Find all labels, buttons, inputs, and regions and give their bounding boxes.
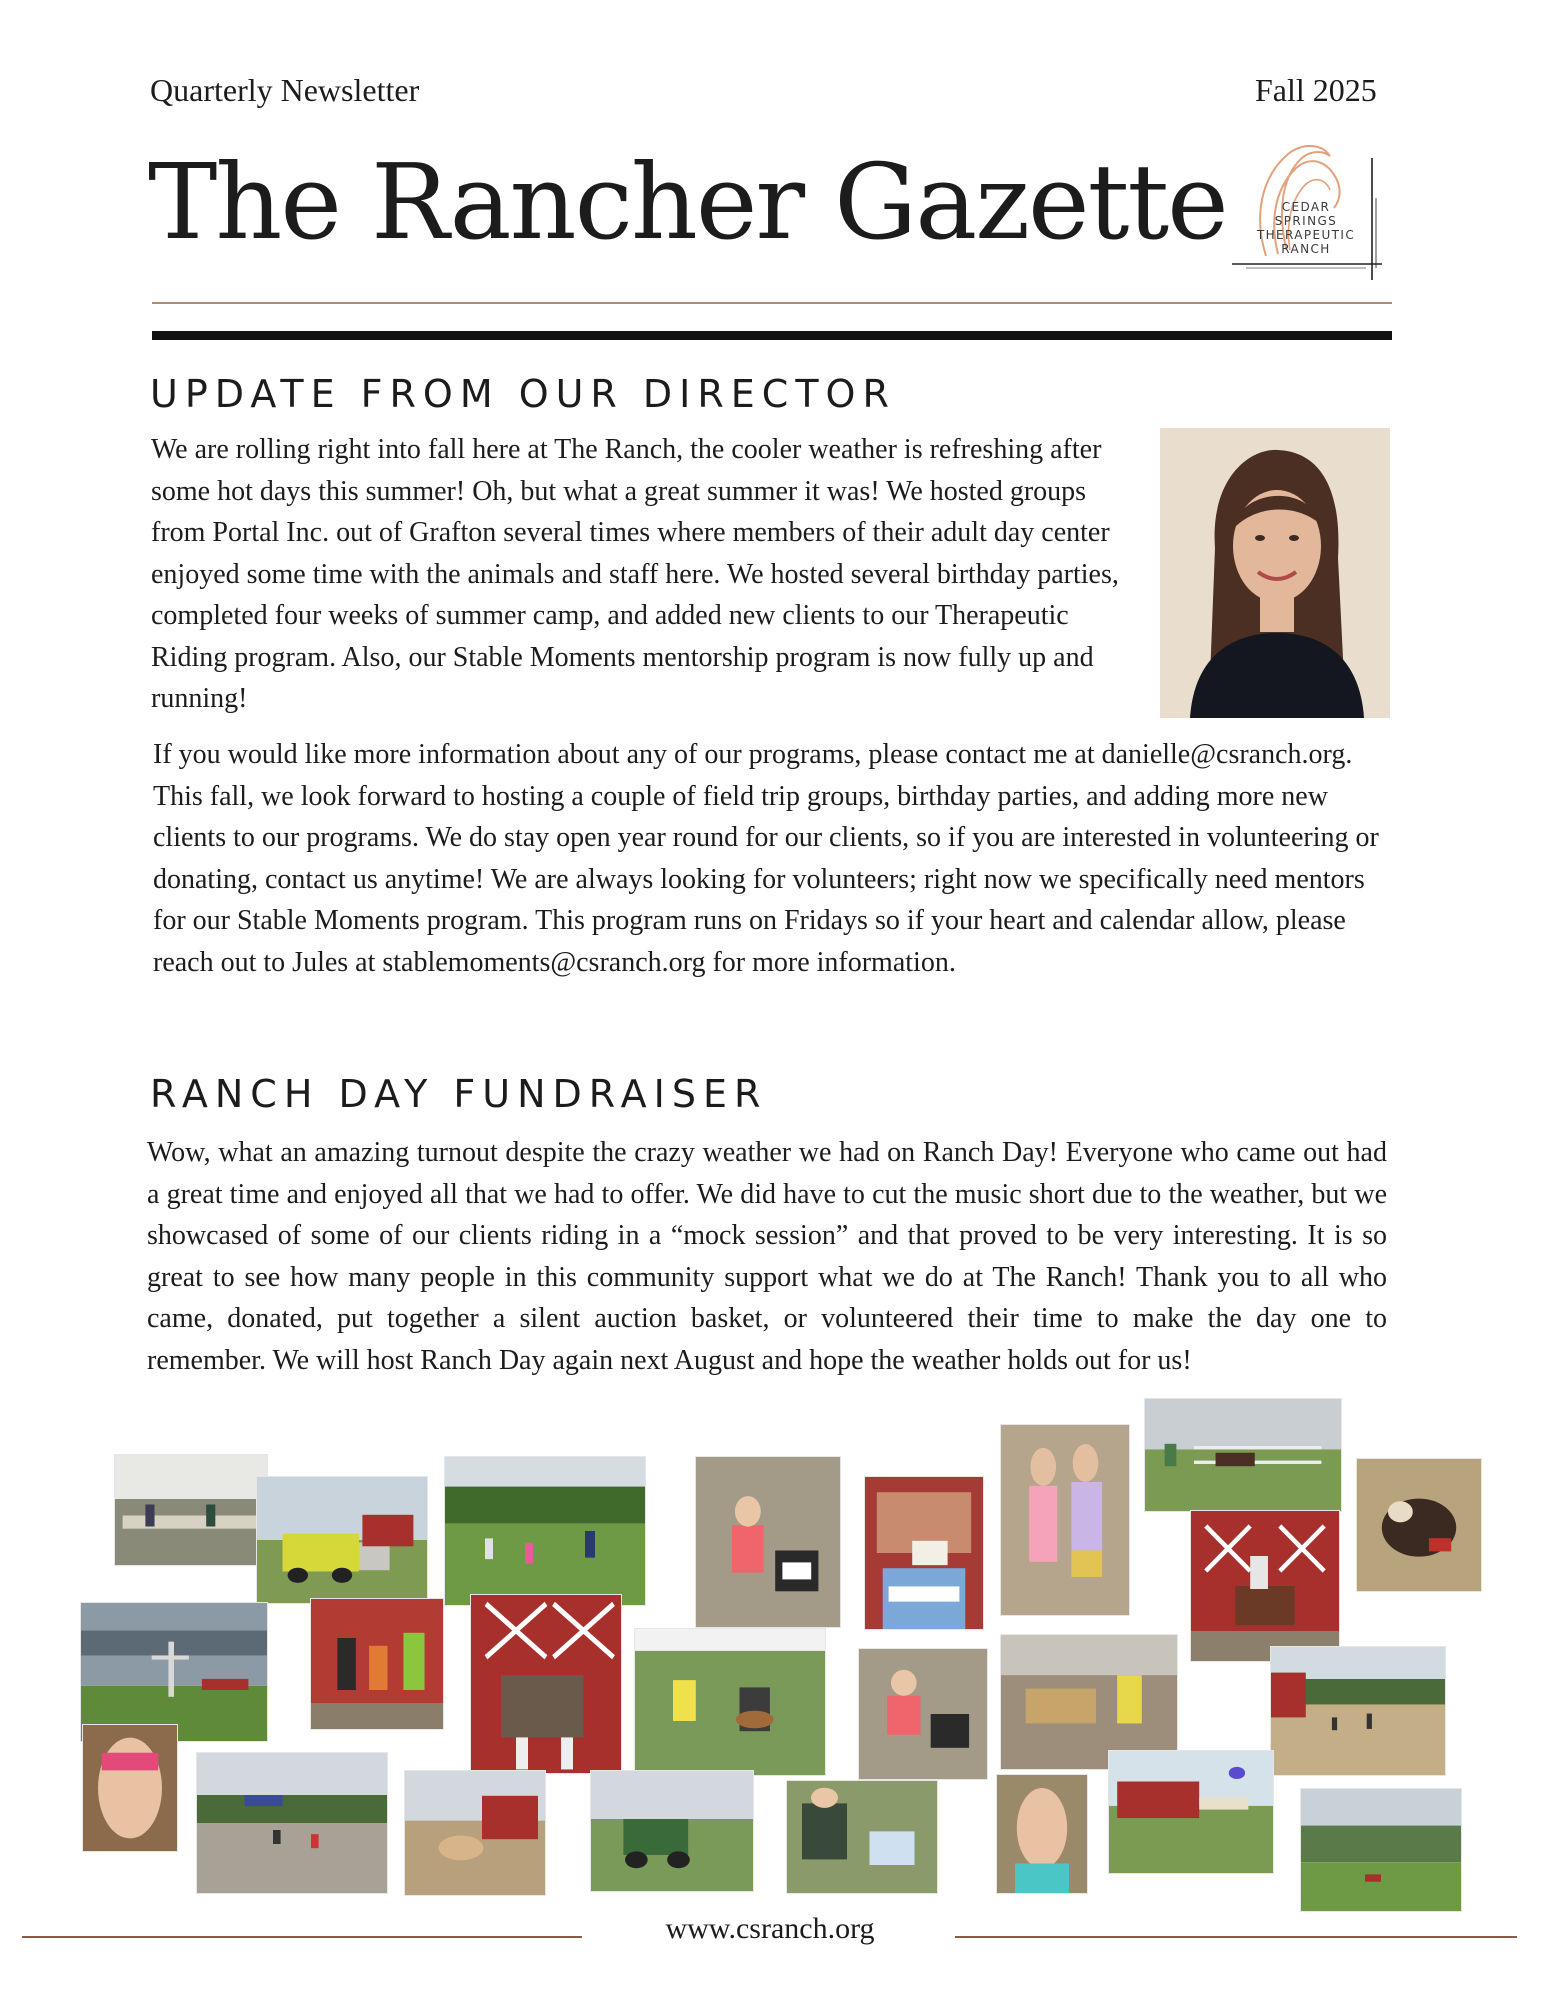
logo-line: SPRINGS bbox=[1274, 214, 1338, 228]
masthead-title: The Rancher Gazette bbox=[148, 141, 1227, 263]
collage-photo-crafts-table bbox=[786, 1780, 938, 1894]
logo-line: RANCH bbox=[1281, 242, 1331, 256]
director-paragraph-1: We are rolling right into fall here at The Ranch, the cooler weather is refreshing after some hot days this summer! Oh, but what a great summer it was! We hosted groups from Portal Inc. out of Grafton several times where members of their adult day center enjoyed some time with the animals and staff here. We hosted several birthday parties, completed four weeks of summer camp, and added new clients to our Therapeutic Riding program. Also, our Stable Moments mentorship program is now fully up and running! bbox=[151, 434, 1119, 714]
footer-rule-left bbox=[22, 1936, 582, 1938]
collage-photo-round-pen bbox=[1144, 1398, 1342, 1512]
fundraiser-heading: RANCH DAY FUNDRAISER bbox=[150, 1072, 768, 1116]
collage-photo-draft-horse bbox=[470, 1594, 622, 1774]
header-rule-thick bbox=[152, 331, 1392, 340]
collage-photo-face-paint bbox=[82, 1724, 178, 1852]
collage-photo-child-goat-2 bbox=[858, 1648, 988, 1780]
newsletter-kicker: Quarterly Newsletter bbox=[150, 72, 420, 108]
collage-photo-barn-cow bbox=[404, 1770, 546, 1896]
collage-photo-goats bbox=[1356, 1458, 1482, 1592]
collage-photo-two-girls bbox=[1000, 1424, 1130, 1616]
collage-photo-group-barn bbox=[310, 1598, 444, 1730]
issue-label: Fall 2025 bbox=[1255, 72, 1377, 108]
website-link[interactable]: www.csranch.org bbox=[665, 1912, 875, 1945]
collage-photo-fire-truck bbox=[256, 1476, 428, 1604]
logo-text bbox=[1234, 200, 1378, 256]
director-portrait bbox=[1160, 428, 1390, 718]
collage-photo-landscape bbox=[1300, 1788, 1462, 1912]
collage-photo-tent-tables bbox=[114, 1454, 268, 1566]
collage-photo-music-tent bbox=[634, 1628, 826, 1776]
fundraiser-paragraph: Wow, what an amazing turnout despite the crazy weather we had on Ranch Day! Everyone who came out had a great time and enjoyed all that we had to offer. We did have to cut the music short due to the weather, but we showcased of some of our clients riding in a “mock session” and that proved to be very interesting. It is so great to see how many people in this community support what we do at The Ranch! Thank you to all who came, donated, put together a silent auction basket, or volunteered their time to make the day one to remember. We will host Ranch Day again next August and hope the weather holds out for us! bbox=[147, 1137, 1387, 1376]
director-paragraph-2: If you would like more information about any of our programs, please contact me at danielle@csranch.org. This fall, we look forward to hosting a couple of field trip groups, birthday parties, and adding more new clients to our programs. We do stay open year round for our clients, so if you are interested in volunteering or donating, contact us anytime! We are always looking for volunteers; right now we specifically need mentors for our Stable Moments program. This program runs on Fridays so if your heart and calendar allow, please reach out to Jules at stablemoments@csranch.org for more information. bbox=[153, 739, 1379, 978]
collage-photo-rider-barn bbox=[1190, 1510, 1340, 1662]
collage-photo-cross-storm-sky bbox=[80, 1602, 268, 1742]
collage-photo-ranch-sign bbox=[1108, 1750, 1274, 1874]
collage-photo-utility-vehicle bbox=[590, 1770, 754, 1892]
collage-photo-face-paint-girl bbox=[996, 1774, 1088, 1894]
collage-photo-child-with-goat bbox=[695, 1456, 841, 1628]
collage-photo-parking-crowd bbox=[196, 1752, 388, 1894]
collage-photo-coffee-stand bbox=[864, 1476, 984, 1630]
director-heading: UPDATE FROM OUR DIRECTOR bbox=[150, 372, 896, 416]
footer-rule-right bbox=[955, 1936, 1517, 1938]
header-rule-thin bbox=[152, 302, 1392, 304]
logo-line: CEDAR bbox=[1281, 200, 1331, 214]
ranch-logo bbox=[1226, 138, 1388, 288]
collage-photo-barn-crowd bbox=[1270, 1646, 1446, 1776]
collage-photo-field-games bbox=[444, 1456, 646, 1606]
logo-line: THERAPEUTIC bbox=[1256, 228, 1356, 242]
